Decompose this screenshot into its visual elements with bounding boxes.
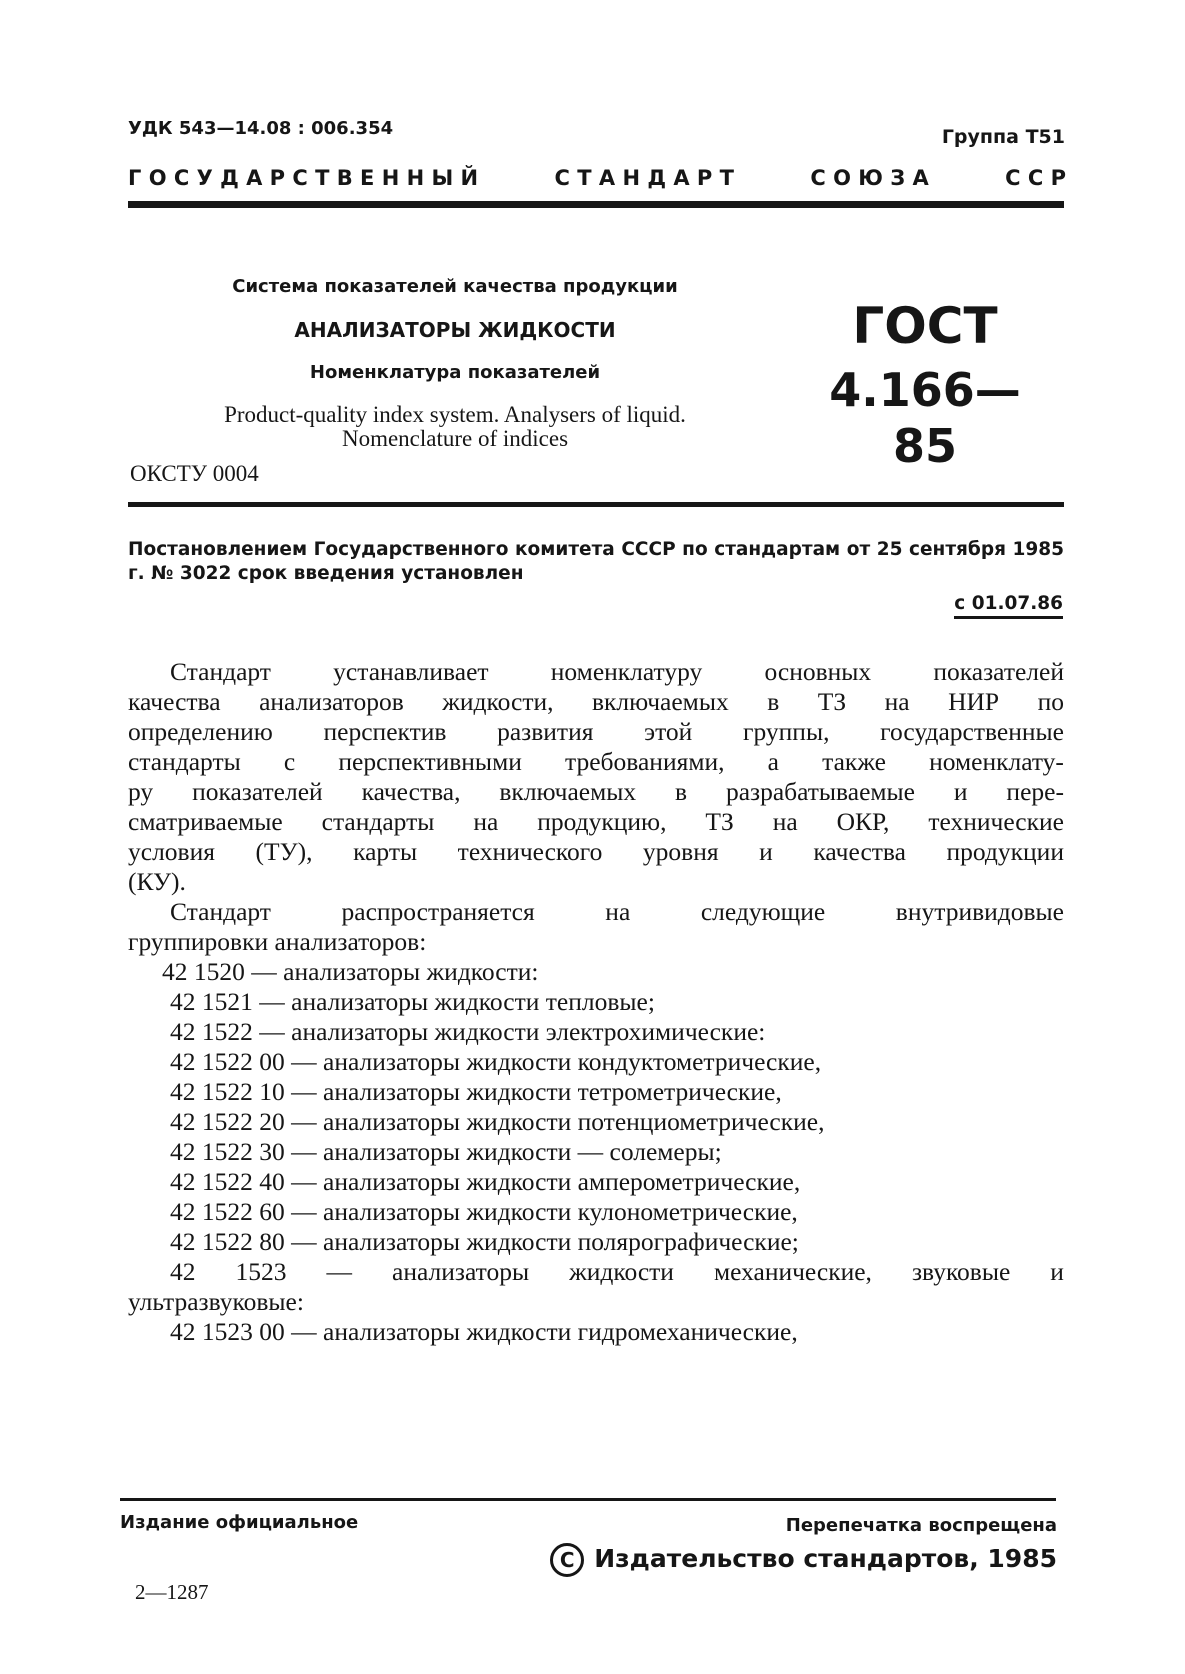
body-word: жидкости, xyxy=(442,687,554,716)
body-word: на xyxy=(473,807,499,836)
body-word: а xyxy=(767,747,779,776)
body-word: также xyxy=(822,747,886,776)
body-word: уровня xyxy=(642,837,719,866)
body-word: на xyxy=(772,807,798,836)
body-word: продукции xyxy=(946,837,1064,866)
body-word: продукцию, xyxy=(537,807,667,836)
body-word: — xyxy=(326,1257,353,1286)
body-word: разрабатываемые xyxy=(725,777,915,806)
document-subtitle: Номенклатура показателей xyxy=(309,362,601,383)
body-word: стандарты xyxy=(321,807,435,836)
document-title: АНАЛИЗАТОРЫ ЖИДКОСТИ xyxy=(294,318,616,342)
body-word: 1523 xyxy=(235,1257,287,1286)
body-word: с xyxy=(283,747,296,776)
reprint-notice: Перепечатка воспрещена xyxy=(785,1515,1057,1536)
print-code: 2—1287 xyxy=(135,1580,209,1604)
body-word: 42 xyxy=(170,1257,196,1286)
body-line xyxy=(128,777,1064,807)
body-line xyxy=(128,717,1064,747)
body-word: группы, xyxy=(743,717,830,746)
classification-line: 42 1520 — анализаторы жидкости: xyxy=(162,957,539,986)
body-line xyxy=(128,837,1064,867)
classification-line xyxy=(128,1257,1064,1287)
body-word: качества xyxy=(813,837,906,866)
body-word: анализаторы xyxy=(392,1257,530,1286)
classification-line: 42 1522 20 — анализаторы жидкости потенциометрические, xyxy=(170,1107,825,1136)
classification-line: 42 1522 40 — анализаторы жидкости амперометрические, xyxy=(170,1167,801,1196)
body-word: в xyxy=(675,777,688,806)
english-title-line: Nomenclature of indices xyxy=(341,426,569,451)
body-line: ультразвуковые: xyxy=(128,1287,304,1316)
body-word: номенклатуру xyxy=(550,657,703,686)
group-code: Группа Т51 xyxy=(941,126,1065,148)
body-word: основных xyxy=(764,657,872,686)
english-title-line: Product-quality index system. Analysers of liquid. xyxy=(224,402,686,427)
body-text xyxy=(128,657,1064,1347)
body-word: включаемых xyxy=(499,777,637,806)
body-word: Стандарт xyxy=(170,897,271,926)
header-rule xyxy=(128,201,1064,208)
body-word: устанавливает xyxy=(333,657,489,686)
body-word: распространяется xyxy=(341,897,535,926)
body-word: определению xyxy=(128,717,273,746)
body-word: и xyxy=(759,837,773,866)
okstu-code: ОКСТУ 0004 xyxy=(130,461,259,486)
body-word: показателей xyxy=(192,777,323,806)
state-standard-word: С С Р xyxy=(1005,166,1066,190)
body-word: жидкости xyxy=(569,1257,674,1286)
body-line xyxy=(128,807,1064,837)
udk-code: УДК 543—14.08 : 006.354 xyxy=(128,118,394,139)
copyright-icon: C xyxy=(550,1543,584,1577)
decree-text: Постановлением Государственного комитета СССР по стандартам от 25 сентября 1985 г. № 3022 срок введения установлен xyxy=(128,539,1064,584)
body-word: НИР xyxy=(948,687,1000,716)
classification-line: 42 1522 30 — анализаторы жидкости — солемеры; xyxy=(170,1137,722,1166)
state-standard-word: С О Ю З А xyxy=(810,166,929,190)
classification-line: 42 1522 10 — анализаторы жидкости тетрометрические, xyxy=(170,1077,782,1106)
body-word: (ТУ), xyxy=(255,837,313,866)
publisher-name: Издательство стандартов, 1985 xyxy=(594,1544,1057,1573)
english-title xyxy=(140,403,770,451)
effective-date: с 01.07.86 xyxy=(954,592,1063,619)
body-word: требованиями, xyxy=(565,747,725,776)
body-word: технические xyxy=(928,807,1064,836)
body-word: перспективными xyxy=(338,747,522,776)
body-word: карты xyxy=(353,837,418,866)
body-word: следующие xyxy=(700,897,826,926)
body-word: качества xyxy=(128,687,221,716)
classification-line: 42 1522 60 — анализаторы жидкости кулонометрические, xyxy=(170,1197,798,1226)
body-word: сматриваемые xyxy=(128,807,283,836)
body-word: условия xyxy=(128,837,215,866)
classification-line: 42 1522 80 — анализаторы жидкости полярографические; xyxy=(170,1227,799,1256)
system-title: Система показателей качества продукции xyxy=(232,276,678,297)
gost-number: 4.166—85 xyxy=(829,363,1021,473)
body-word: внутривидовые xyxy=(895,897,1064,926)
body-word: качества, xyxy=(361,777,461,806)
body-word: в xyxy=(767,687,780,716)
body-word: на xyxy=(884,687,910,716)
body-line xyxy=(128,747,1064,777)
body-word: на xyxy=(605,897,631,926)
body-line xyxy=(128,687,1064,717)
classification-line: 42 1523 00 — анализаторы жидкости гидромеханические, xyxy=(170,1317,798,1346)
body-word: номенклату- xyxy=(929,747,1064,776)
footer-rule xyxy=(120,1498,1056,1501)
classification-line: 42 1522 00 — анализаторы жидкости кондуктометрические, xyxy=(170,1047,822,1076)
body-word: механические, xyxy=(713,1257,872,1286)
body-word: анализаторов xyxy=(259,687,404,716)
state-standard-word: Г О С У Д А Р С Т В Е Н Н Ы Й xyxy=(128,166,479,190)
classification-line: 42 1522 — анализаторы жидкости электрохимические: xyxy=(170,1017,766,1046)
body-word: Стандарт xyxy=(170,657,271,686)
state-standard-word: С Т А Н Д А Р Т xyxy=(554,166,734,190)
body-word: по xyxy=(1037,687,1064,716)
publisher-line xyxy=(550,1543,1057,1577)
body-word: стандарты xyxy=(128,747,241,776)
body-word: ру xyxy=(128,777,154,806)
body-word: и xyxy=(953,777,968,806)
body-word: пере- xyxy=(1006,777,1064,806)
state-standard-heading xyxy=(128,166,1066,190)
body-word: звуковые xyxy=(911,1257,1011,1286)
body-word: технического xyxy=(457,837,603,866)
body-word: этой xyxy=(644,717,693,746)
body-line: группировки анализаторов: xyxy=(128,927,427,956)
title-rule xyxy=(128,502,1064,507)
body-line xyxy=(128,897,1064,927)
body-line: (КУ). xyxy=(128,867,186,896)
body-line xyxy=(128,657,1064,687)
body-word: включаемых xyxy=(591,687,729,716)
classification-line: 42 1521 — анализаторы жидкости тепловые; xyxy=(170,987,655,1016)
body-word: ОКР, xyxy=(836,807,890,836)
body-word: ТЗ xyxy=(817,687,847,716)
body-word: ТЗ xyxy=(705,807,734,836)
body-word: государственные xyxy=(880,717,1064,746)
body-word: показателей xyxy=(933,657,1064,686)
body-word: перспектив xyxy=(323,717,447,746)
gost-label: ГОСТ xyxy=(852,297,998,355)
body-word: и xyxy=(1050,1257,1064,1286)
body-word: развития xyxy=(497,717,594,746)
official-edition-label: Издание официальное xyxy=(120,1512,359,1533)
